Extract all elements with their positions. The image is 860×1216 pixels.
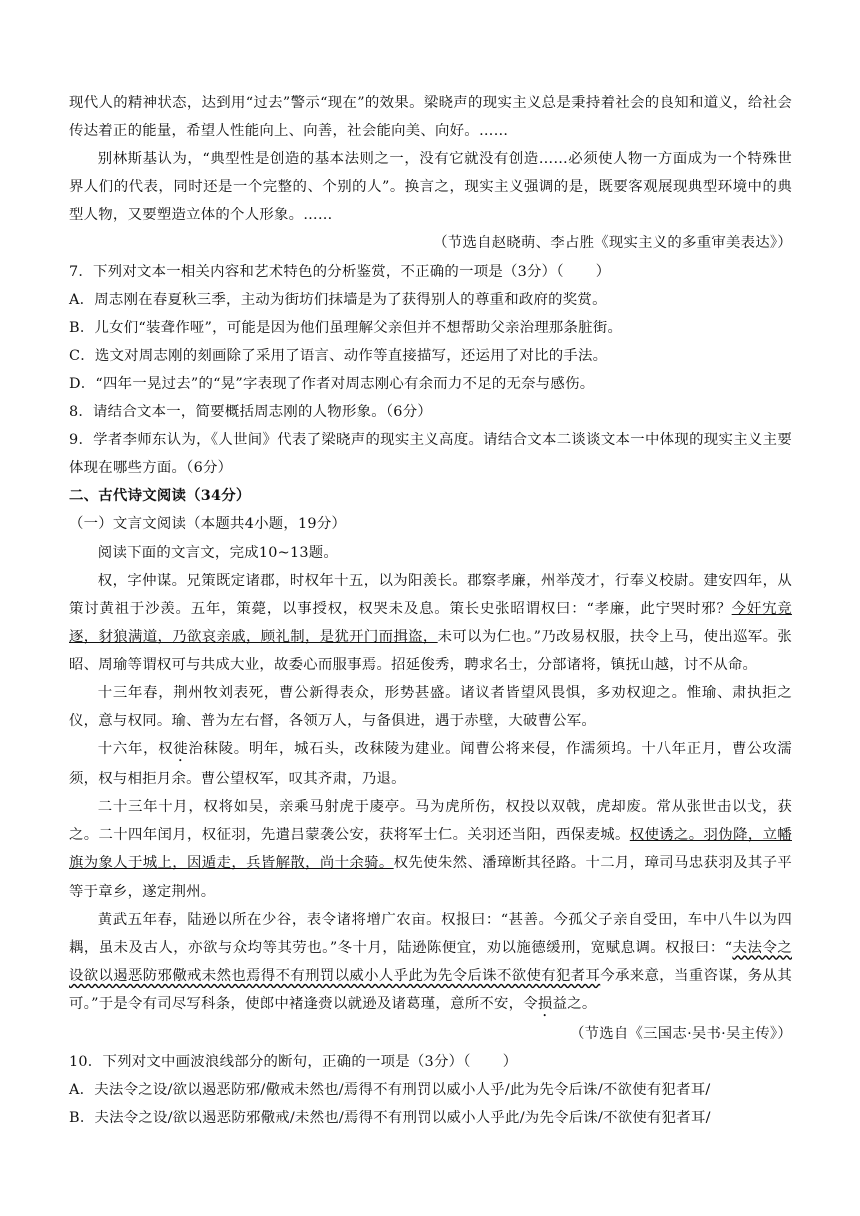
text2-paragraph: 现代人的精神状态，达到用“过去”警示“现在”的效果。梁晓声的现实主义总是秉持着社会的良知和道义，给社会传达着正的能量，希望人性能向上、向善，社会能向美、向好。…… (69, 95, 792, 140)
classical-paragraph: 二十三年十月，权将如吴，亲乘马射虎于庱亭。马为虎所伤，权投以双戟，虎却废。常从张世击以戈，获之。二十四年闰月，权征羽，先遣吕蒙袭公安，获将军士仁。关羽还当阳，西保麦城。权使诱之。羽伪降，立幡旗为象人于城上，因遁走，兵皆解散，尚十余骑。权先使朱然、潘璋断其径路。十二月，璋司马忠获羽及其子平等于章乡，遂定荆州。 (69, 799, 792, 900)
dotted-character: 损 (537, 995, 553, 1012)
question-7-option-d: D．“四年一晃过去”的“晃”字表现了作者对周志刚心有余而力不足的无奈与感伤。 (69, 375, 595, 392)
question-7-option-c: C．选文对周志刚的刻画除了采用了语言、动作等直接描写，还运用了对比的手法。 (69, 347, 608, 364)
question-7-option-b: B．儿女们“装聋作哑”，可能是因为他们虽理解父亲但并不想帮助父亲治理那条脏街。 (69, 319, 623, 336)
question-8: 8．请结合文本一，简要概括周志刚的人物形象。（6分） (69, 404, 432, 421)
question-10-option-a: A．夫法令之设/欲以遏恶防邪/儆戒未然也/焉得不有刑罚以威小人乎/此为先令后诛/不欲使有犯者耳/ (69, 1082, 711, 1099)
question-7-stem: 7．下列对文本一相关内容和艺术特色的分析鉴赏，不正确的一项是（3分）（ ） (69, 263, 611, 280)
question-9: 9．学者李师东认为，《人世间》代表了梁晓声的现实主义高度。请结合文本二谈谈文本一中体现的现实主义主要体现在哪些方面。（6分） (69, 432, 792, 477)
question-10-stem: 10．下列对文中画波浪线部分的断句，正确的一项是（3分）（ ） (69, 1054, 518, 1070)
dotted-character: 徙 (173, 741, 189, 758)
underlined-sentence: 权使诱之。羽伪降，立幡旗为象人于城上，因遁走，兵皆解散，尚十余骑。 (69, 827, 792, 872)
classical-paragraph: 十六年，权徙治秣陵。明年，城石头，改秣陵为建业。闻曹公将来侵，作濡须坞。十八年正月，曹公攻濡须，权与相拒月余。曹公望权军，叹其齐肃，乃退。 (69, 741, 792, 788)
classical-paragraph: 十三年春，荆州牧刘表死，曹公新得表众，形势甚盛。诸议者皆望风畏惧，多劝权迎之。惟瑜、肃执拒之仪，意与权同。瑜、普为左右督，各领万人，与备俱进，遇于赤壁，大破曹公军。 (69, 684, 792, 730)
subsection-heading: （一）文言文阅读（本题共4小题，19分） (69, 516, 347, 533)
question-7-option-a: A．周志刚在春夏秋三季，主动为街坊们抹墙是为了获得别人的尊重和政府的奖赏。 (69, 291, 607, 308)
classical-paragraph: 权，字仲谋。兄策既定诸郡，时权年十五，以为阳羡长。郡察孝廉，州举茂才，行奉义校尉。建安四年，从策讨黄祖于沙羡。五年，策薨，以事授权，权哭未及息。策长史张昭谓权曰：“孝廉，此宁哭时邪？今奸宄竞逐，豺狼满道，乃欲哀亲戚，顾礼制，是犹开门而揖盗，未可以为仁也。”乃改易权服，扶令上马，使出巡军。张昭、周瑜等谓权可与共成大业，故委心而服事焉。招延俊秀，聘求名士，分部诸将，镇抚山越，讨不从命。 (69, 572, 792, 673)
wavy-underlined-passage: 夫法令之设欲以遏恶防邪儆戒未然也焉得不有刑罚以威小人乎此为先令后诛不欲使有犯者耳 (69, 939, 792, 984)
section-heading: 二、古代诗文阅读（34分） (69, 487, 251, 505)
text2-paragraph: 别林斯基认为，“典型性是创造的基本法则之一，没有它就没有创造……必须使人物一方面成为一个特殊世界人们的代表，同时还是一个完整的、个别的人”。换言之，现实主义强调的是，既要客观展现典型环境中的典型人物，又要塑造立体的个人形象。…… (69, 151, 792, 224)
underlined-sentence: 今奸宄竞逐，豺狼满道，乃欲哀亲戚，顾礼制，是犹开门而揖盗， (69, 600, 792, 645)
reading-instruction: 阅读下面的文言文，完成10~13题。 (97, 544, 339, 561)
classical-paragraph: 黄武五年春，陆逊以所在少谷，表令诸将增广农亩。权报曰：“甚善。今孤父子亲自受田，车中八牛以为四耦，虽未及古人，亦欲与众均等其劳也。”冬十月，陆逊陈便宜，劝以施德缓刑，宽赋息调。权报曰：“夫法令之设欲以遏恶防邪儆戒未然也焉得不有刑罚以威小人乎此为先令后诛不欲使有犯者耳今承来意，当重咨谋，务从其可。”于是令有司尽写科条，使郎中褚逢赍以就逊及诸葛瑾，意所不安，令损益之。 (69, 911, 792, 1012)
question-10-option-b: B．夫法令之设/欲以遏恶防邪儆戒/未然也/焉得不有刑罚以威小人乎此/为先令后诛/不欲使有犯者耳/ (69, 1110, 711, 1127)
classical-source: （节选自《三国志·吴书·吴主传》） (569, 1025, 792, 1042)
text2-source: （节选自赵晓萌、李占胜《现实主义的多重审美表达》） (433, 235, 792, 252)
